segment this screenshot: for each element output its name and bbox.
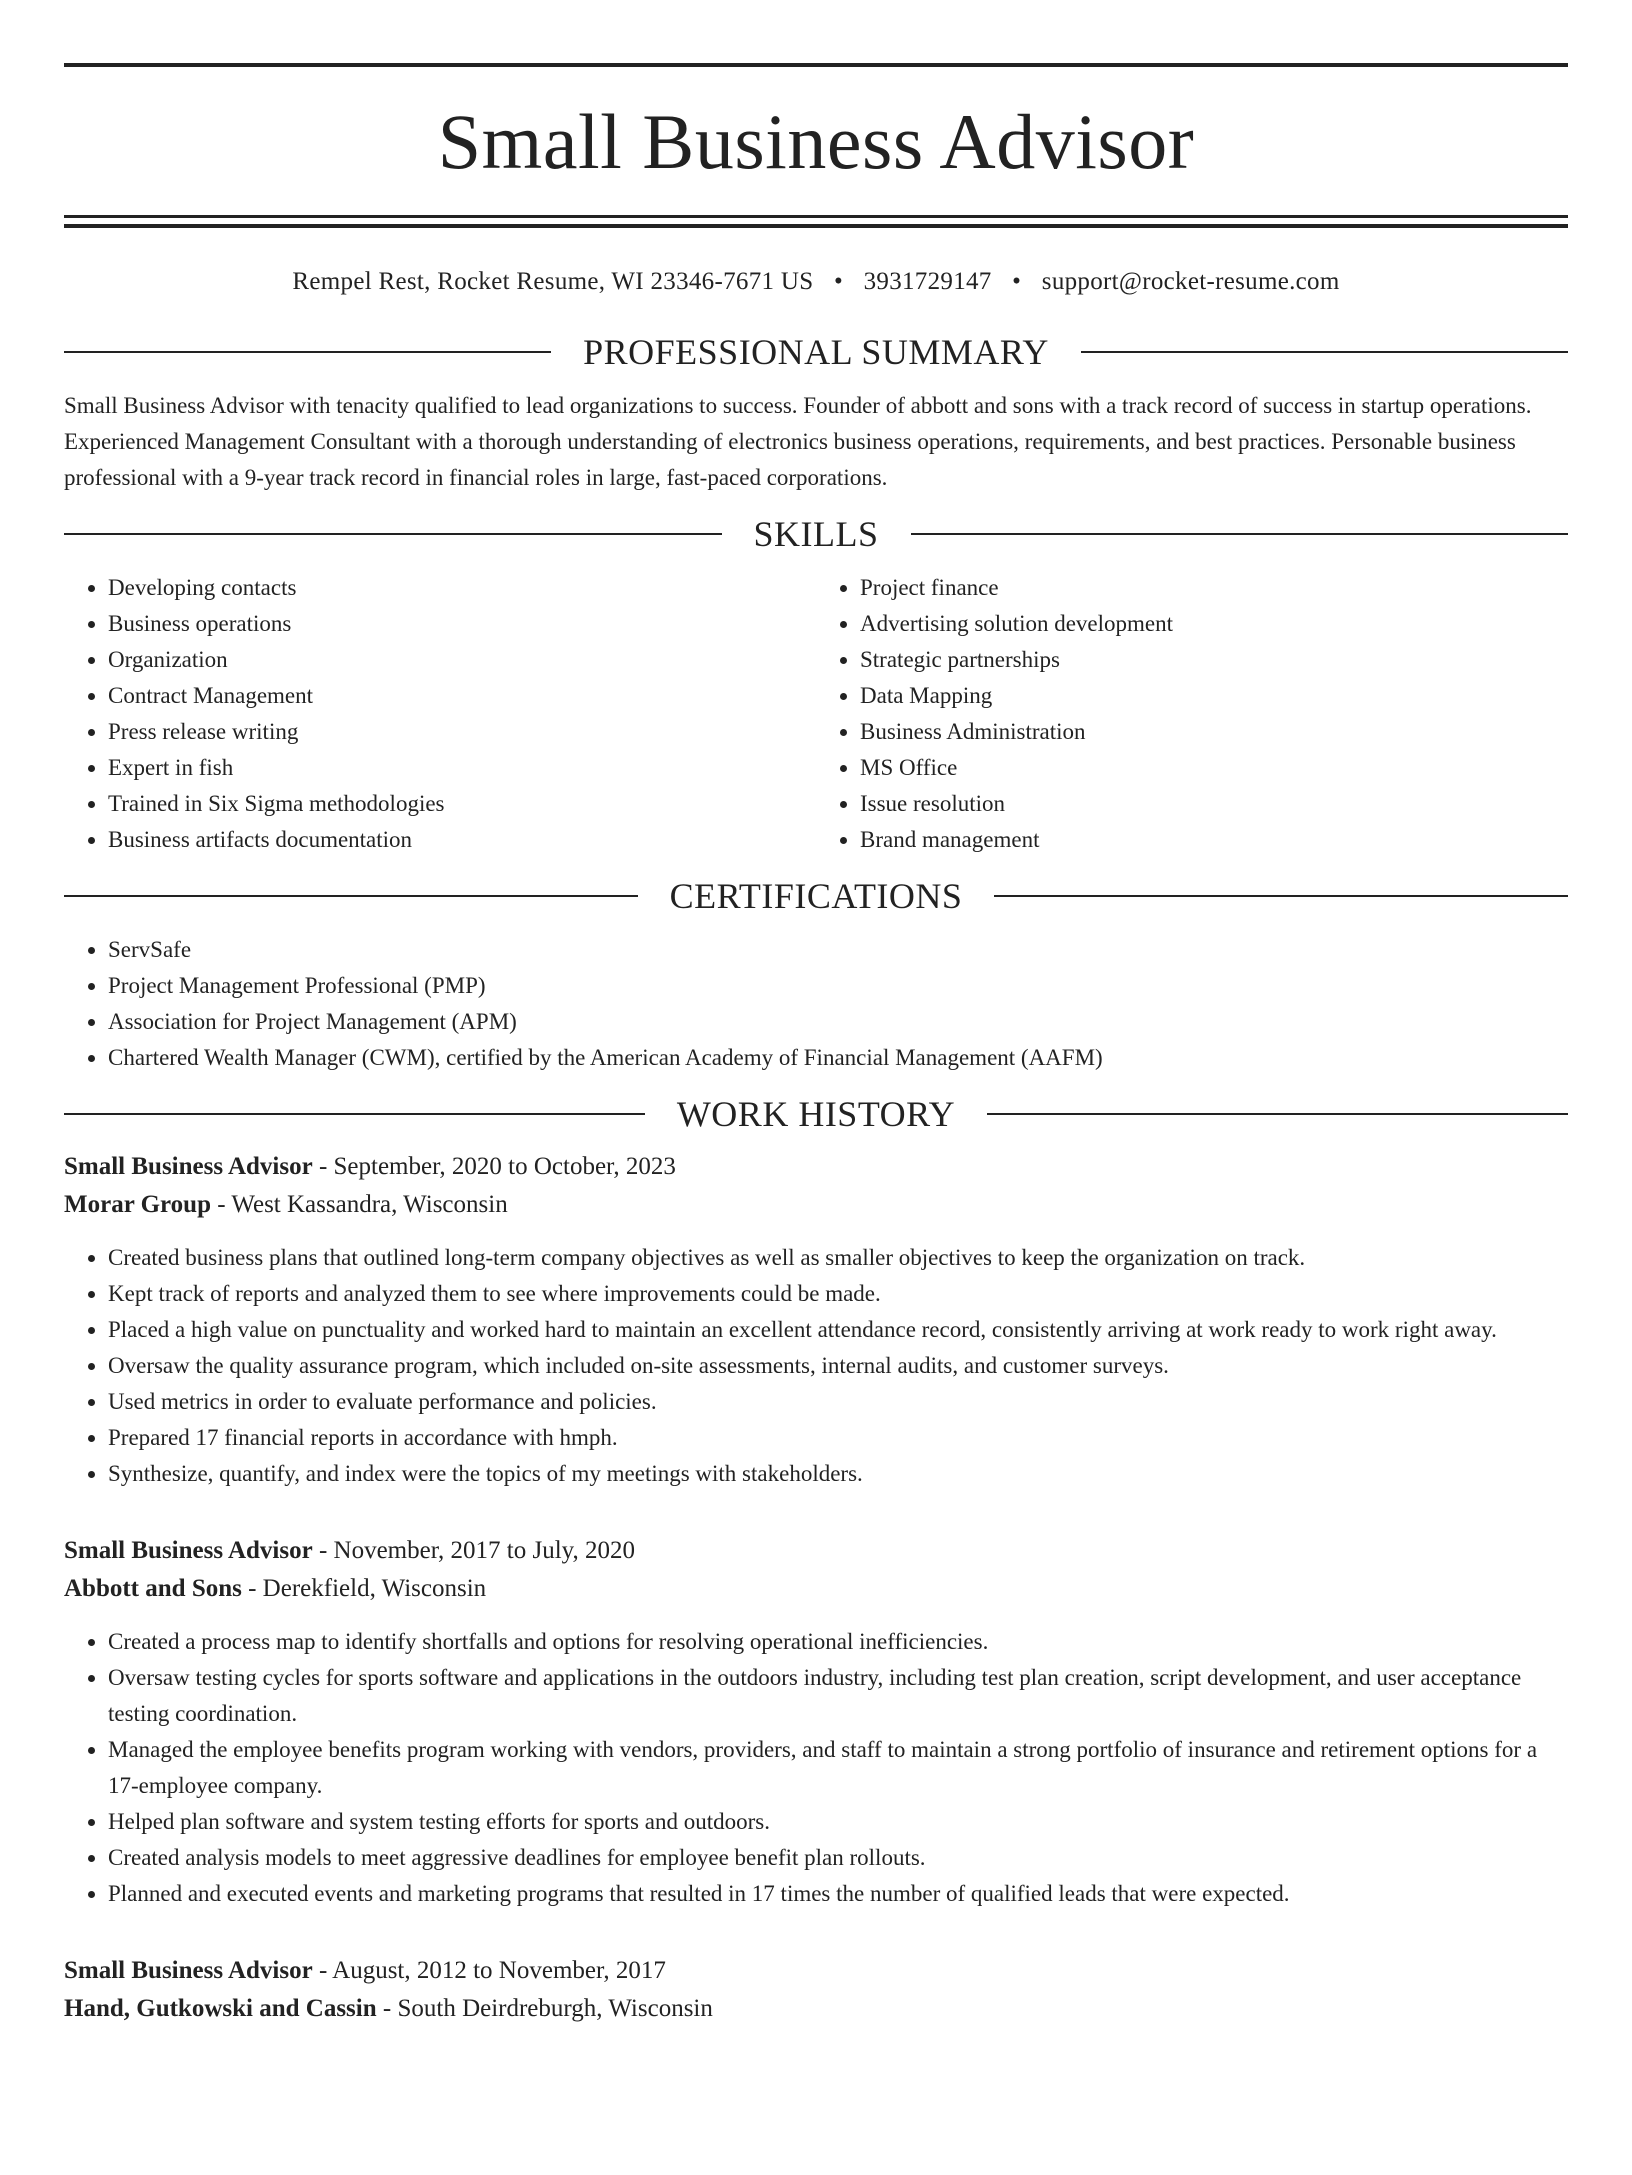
section-title: WORK HISTORY [676, 1094, 956, 1134]
list-item: • Oversaw testing cycles for sports software and applications in the outdoors industry, including test plan creation, script development, and user acceptance testing coordination. [108, 1660, 1568, 1732]
list-item: • Created business plans that outlined long-term company objectives as well as smaller objectives to keep the organization on track. [108, 1240, 1568, 1276]
job-company: Morar Group [64, 1191, 211, 1218]
list-item: • Association for Project Management (APM) [108, 1004, 1568, 1040]
job-company: Hand, Gutkowski and Cassin [64, 1995, 377, 2022]
section-header-skills [64, 510, 1568, 558]
section-header-certifications [64, 872, 1568, 920]
section-header-summary [64, 328, 1568, 376]
list-item: • Chartered Wealth Manager (CWM), certified by the American Academy of Financial Management (AAFM) [108, 1040, 1568, 1076]
job-location: - South Deirdreburgh, Wisconsin [382, 1995, 713, 2022]
job-location: - Derekfield, Wisconsin [248, 1575, 487, 1602]
contact-phone: 3931729147 [863, 268, 992, 295]
section-title: CERTIFICATIONS [669, 876, 963, 916]
list-item: • Kept track of reports and analyzed them to see where improvements could be made. [108, 1276, 1568, 1312]
job-bullets [64, 1624, 1568, 1912]
list-item: • MS Office [860, 750, 1568, 786]
list-item: • Strategic partnerships [860, 642, 1568, 678]
contact-address: Rempel Rest, Rocket Resume, WI 23346-7671 US [292, 268, 814, 295]
contact-separator: • [1012, 268, 1022, 295]
list-item: • Issue resolution [860, 786, 1568, 822]
job-entry [64, 1952, 1568, 2028]
list-item: • Synthesize, quantify, and index were the topics of my meetings with stakeholders. [108, 1456, 1568, 1492]
skills-columns [64, 570, 1568, 858]
job-bullets [64, 1240, 1568, 1492]
job-dates: - August, 2012 to November, 2017 [318, 1957, 666, 1984]
list-item: • Planned and executed events and marketing programs that resulted in 17 times the number of qualified leads that were expected. [108, 1876, 1568, 1912]
job-title-line [64, 1148, 1568, 1186]
list-item: • Developing contacts [108, 570, 816, 606]
job-dates: - November, 2017 to July, 2020 [318, 1537, 636, 1564]
list-item: • Advertising solution development [860, 606, 1568, 642]
job-title: Small Business Advisor [64, 1957, 313, 1984]
skills-list-right [816, 570, 1568, 858]
job-location: - West Kassandra, Wisconsin [217, 1191, 508, 1218]
resume-title: Small Business Advisor [437, 98, 1195, 185]
list-item: • Contract Management [108, 678, 816, 714]
list-item: • ServSafe [108, 932, 1568, 968]
contact-email: support@rocket-resume.com [1041, 268, 1340, 295]
list-item: • Business artifacts documentation [108, 822, 816, 858]
list-item: • Data Mapping [860, 678, 1568, 714]
list-item: • Press release writing [108, 714, 816, 750]
list-item: • Expert in fish [108, 750, 816, 786]
section-header-work [64, 1090, 1568, 1138]
contact-line [64, 262, 1568, 302]
top-rule [64, 63, 1568, 67]
list-item: • Business operations [108, 606, 816, 642]
list-item: • Trained in Six Sigma methodologies [108, 786, 816, 822]
list-item: • Helped plan software and system testing efforts for sports and outdoors. [108, 1804, 1568, 1840]
title-double-rule [64, 215, 1568, 228]
job-title-line [64, 1952, 1568, 1990]
job-title-line [64, 1532, 1568, 1570]
list-item: • Managed the employee benefits program working with vendors, providers, and staff to maintain a strong portfolio of insurance and retirement options for a 17-employee company. [108, 1732, 1568, 1804]
job-company-line [64, 1186, 1568, 1224]
section-title: PROFESSIONAL SUMMARY [583, 332, 1049, 372]
list-item: • Oversaw the quality assurance program, which included on-site assessments, internal audits, and customer surveys. [108, 1348, 1568, 1384]
list-item: • Organization [108, 642, 816, 678]
list-item: • Brand management [860, 822, 1568, 858]
list-item: • Project Management Professional (PMP) [108, 968, 1568, 1004]
list-item: • Prepared 17 financial reports in accordance with hmph. [108, 1420, 1568, 1456]
job-title: Small Business Advisor [64, 1537, 313, 1564]
list-item: • Project finance [860, 570, 1568, 606]
list-item: • Created a process map to identify shortfalls and options for resolving operational inefficiencies. [108, 1624, 1568, 1660]
list-item: • Used metrics in order to evaluate performance and policies. [108, 1384, 1568, 1420]
list-item: • Business Administration [860, 714, 1568, 750]
job-title: Small Business Advisor [64, 1153, 313, 1180]
section-title: SKILLS [753, 514, 879, 554]
job-entry [64, 1148, 1568, 1492]
list-item: • Created analysis models to meet aggressive deadlines for employee benefit plan rollouts. [108, 1840, 1568, 1876]
contact-separator: • [833, 268, 844, 295]
resume-page [0, 63, 1632, 2175]
job-company-line [64, 1990, 1568, 2028]
job-company-line [64, 1570, 1568, 1608]
skills-list-left [64, 570, 816, 858]
certifications-list [64, 932, 1568, 1076]
summary-text: Small Business Advisor with tenacity qualified to lead organizations to success. Founder of abbott and sons with a track record of success in startup operations. Experienced Management Consultant with a thorough understanding of electronics business operations, requirements, and best practices. Personable business professional with a 9-year track record in financial roles in large, fast-paced corporations. [64, 393, 1532, 490]
list-item: • Placed a high value on punctuality and worked hard to maintain an excellent attendance record, consistently arriving at work ready to work right away. [108, 1312, 1568, 1348]
job-dates: - September, 2020 to October, 2023 [318, 1153, 676, 1180]
job-company: Abbott and Sons [64, 1575, 242, 1602]
job-entry [64, 1532, 1568, 1912]
